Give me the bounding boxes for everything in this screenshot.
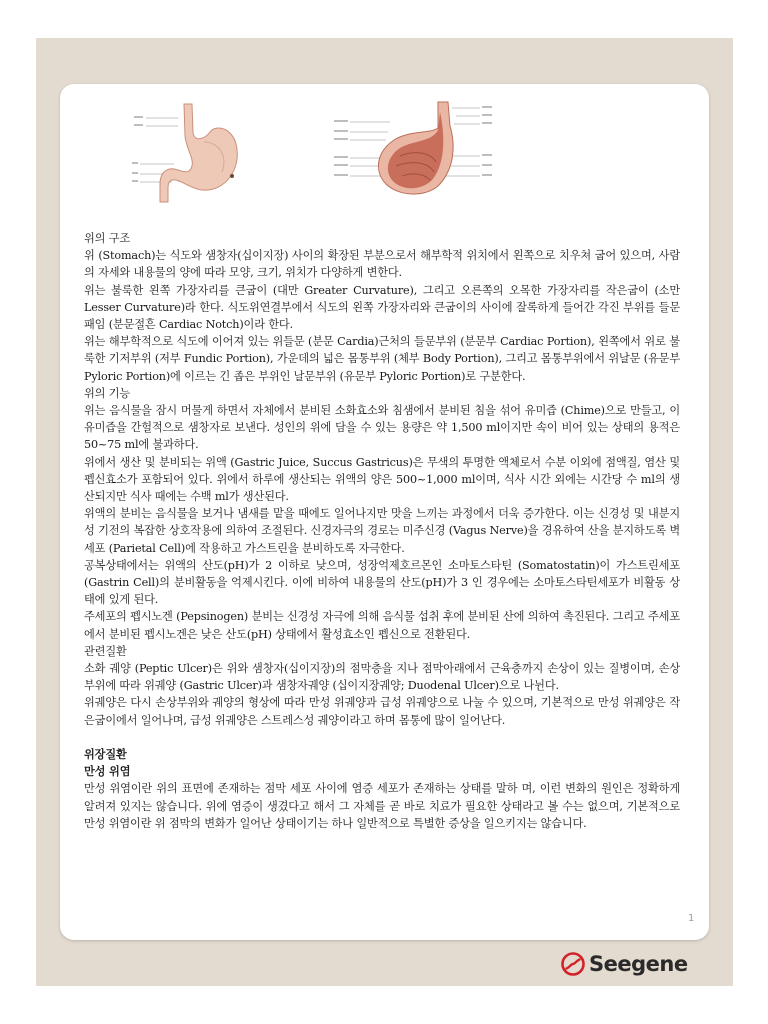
section-heading-function: 위의 기능 (84, 386, 131, 400)
page-number: 1 (688, 913, 695, 924)
section-spacer (84, 729, 680, 746)
paragraph: 위 (Stomach)는 식도와 샘창자(십이지장) 사이의 확장된 부분으로서 해부학적 위치에서 왼쪽으로 치우쳐 굽어 있으며, 사람의 자세와 내용물의 양에 따라 모양, 크기, 위치가 다양하게 변한다. (84, 249, 680, 280)
stomach-external-illustration (132, 102, 252, 207)
paragraph: 소화 궤양 (Peptic Ulcer)은 위와 샘창자(십이지장)의 점막층을 지나 점막아래에서 근육층까지 손상이 있는 질병이며, 손상부위에 따라 위궤양 (Gastric Ulcer)과 샘창자궤양 (십이지장궤양; Duodenal Ulcer)으로 나뉜다. (84, 662, 680, 693)
section-heading-related-diseases: 관련질환 (84, 644, 127, 658)
paragraph: 만성 위염이란 위의 표면에 존재하는 점막 세포 사이에 염증 세포가 존재하는 상태를 말하 며, 이런 변화의 원인은 정확하게 알려져 있지는 않습니다. 위에 염증이 생겼다고 해서 그 자체를 곧 바로 치료가 필요한 상태라고 볼 수는 없으며, 기본적으로 만성 위염이란 위 점막의 변화가 일어난 상태이기는 하나 일반적으로 특별한 증상을 일으키지는 않습니다. (84, 782, 680, 830)
paragraph: 주세포의 펩시노겐 (Pepsinogen) 분비는 신경성 자극에 의해 음식물 섭취 후에 분비된 산에 의하여 촉진된다. 그리고 주세포에서 분비된 펩시노겐은 낮은 산도(pH) 상태에서 활성효소인 펩신으로 전환된다. (84, 610, 680, 641)
article-body (84, 230, 680, 832)
paragraph: 위액의 분비는 음식물을 보거나 냄새를 맡을 때에도 일어나지만 맛을 느끼는 과정에서 더욱 증가한다. 이는 신경성 및 내분지성 기전의 복잡한 상호작용에 의하여 조절된다. 신경자극의 경로는 미주신경 (Vagus Nerve)을 경유하여 산을 분지하도록 벽세포 (Parietal Cell)에 작용하고 가스트린을 분비하도록 자극한다. (84, 507, 680, 555)
paragraph: 위궤양은 다시 손상부위와 궤양의 형상에 따라 만성 위궤양과 급성 위궤양으로 나눌 수 있으며, 기본적으로 만성 위궤양은 작은굽이에서 일어나며, 급성 위궤양은 스트레스성 궤양이라고 하며 몸통에 많이 일어난다. (84, 696, 680, 727)
seegene-logo-mark-icon (561, 952, 585, 976)
stomach-internal-illustration (334, 100, 494, 200)
section-heading-structure: 위의 구조 (84, 232, 131, 245)
paragraph: 위에서 생산 및 분비되는 위액 (Gastric Juice, Succus Gastricus)은 무색의 투명한 액체로서 수분 이외에 점액질, 염산 및 펩신효소가 포함되어 있다. 위에서 하루에 생산되는 위액의 양은 500~1,000 ml이며, 식사 시간 외에는 시간당 수 ml의 생산되지만 식사 때에는 수백 ml가 생산된다. (84, 455, 680, 504)
heading-chronic-gastritis: 만성 위염 (84, 764, 131, 779)
seegene-logo-wordmark: Seegene (589, 952, 688, 976)
heading-stomach-diseases: 위장질환 (84, 746, 127, 761)
paragraph: 위는 불룩한 왼쪽 가장자리를 큰굽이 (대만 Greater Curvature), 그리고 오른쪽의 오목한 가장자리를 작은굽이 (소만 Lesser Curvature)라 한다. 식도위연결부에서 식도의 왼쪽 가장자리와 큰굽이의 사이에 잘록하게 들어간 각진 부위를 들문패임 (분문절흔 Cardiac Notch)이라 한다. (84, 283, 680, 332)
seegene-logo (561, 952, 688, 976)
paragraph: 위는 해부학적으로 식도에 이어져 있는 위들문 (분문 Cardia)근처의 들문부위 (분문부 Cardiac Portion), 왼쪽에서 위로 불룩한 기저부위 (저부 Fundic Portion), 가운데의 넓은 몸통부위 (체부 Body Portion), 그리고 몸통부위에서 위날문 (유문부 Pyloric Portion)에 이르는 긴 좁은 부위인 날문부위 (유문부 Pyloric Portion)로 구분한다. (84, 335, 680, 383)
paragraph: 공복상태에서는 위액의 산도(pH)가 2 이하로 낮으며, 성장억제호르몬인 소마토스타틴 (Somatostatin)이 가스트린세포 (Gastrin Cell)의 분비활동을 억제시킨다. 이에 비하여 내용물의 산도(pH)가 3 인 경우에는 소마토스타틴세포가 비활동 상태에 있게 된다. (84, 558, 680, 607)
paragraph: 위는 음식물을 잠시 머물게 하면서 자체에서 분비된 소화효소와 침샘에서 분비된 침을 섞어 유미즙 (Chime)으로 만들고, 이 유미즙을 간헐적으로 샘창자로 보낸다. 성인의 위에 담을 수 있는 용량은 약 1,500 ml이지만 속이 비어 있는 상태의 용적은 50~75 ml에 불과하다. (84, 404, 680, 452)
